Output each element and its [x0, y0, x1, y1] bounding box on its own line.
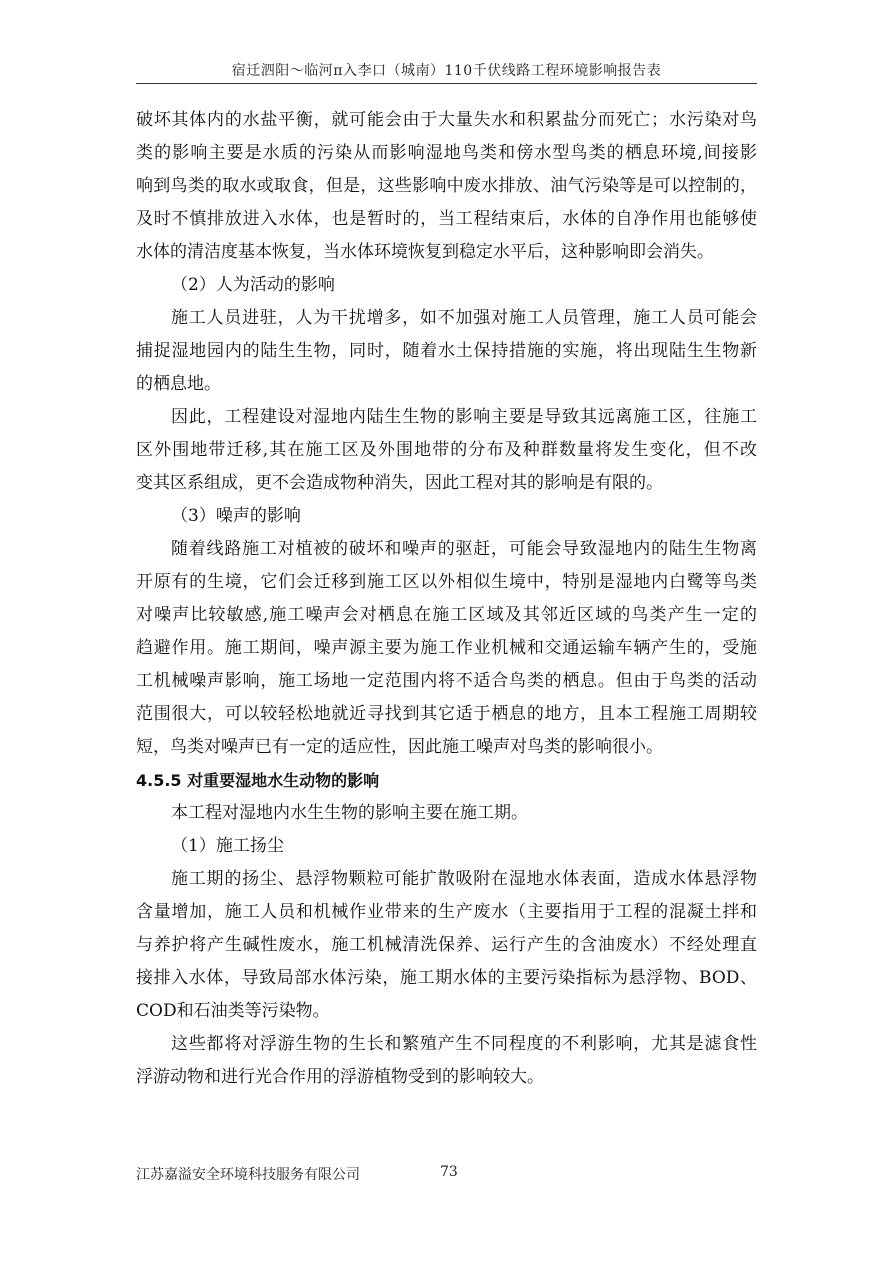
text-line: 开原有的生境，它们会迁移到施工区以外相似生境中，特别是湿地内白鹭等鸟类 — [136, 572, 757, 592]
text-line: 短，鸟类对噪声已有一定的适应性，因此施工噪声对鸟类的影响很小。 — [136, 737, 663, 757]
text-line: COD和石油类等污染物。 — [136, 1001, 330, 1021]
text-line: 因此，工程建设对湿地内陆生生物的影响主要是导致其远离施工区，往施工 — [171, 407, 757, 427]
section-heading: 4.5.5 对重要湿地水生动物的影响 — [136, 771, 380, 790]
text-line: 破坏其体内的水盐平衡，就可能会由于大量失水和积累盐分而死亡；水污染对鸟 — [136, 110, 757, 130]
text-line: 浮游动物和进行光合作用的浮游植物受到的影响较大。 — [136, 1067, 544, 1087]
text-line: 的栖息地。 — [136, 374, 221, 394]
text-line: 及时不慎排放进入水体，也是暂时的，当工程结束后，水体的自净作用也能够使 — [136, 209, 757, 229]
text-line: 类的影响主要是水质的污染从而影响湿地鸟类和傍水型鸟类的栖息环境,间接影 — [136, 143, 757, 163]
page-number: 73 — [440, 1164, 458, 1180]
body-text — [136, 104, 757, 1094]
text-line: 工机械噪声影响，施工场地一定范围内将不适合鸟类的栖息。但由于鸟类的活动 — [136, 671, 757, 691]
text-line: （3）噪声的影响 — [171, 506, 301, 526]
text-line: （1）施工扬尘 — [171, 836, 284, 856]
page-header-title: 宿迁泗阳～临河π入李口（城南）110千伏线路工程环境影响报告表 — [231, 63, 662, 79]
text-line: 含量增加，施工人员和机械作业带来的生产废水（主要指用于工程的混凝土拌和 — [136, 902, 757, 922]
footer-company: 江苏嘉溢安全环境科技服务有限公司 — [136, 1167, 360, 1183]
text-line: 对噪声比较敏感,施工噪声会对栖息在施工区域及其邻近区域的鸟类产生一定的 — [136, 605, 757, 625]
text-line: 施工期的扬尘、悬浮物颗粒可能扩散吸附在湿地水体表面，造成水体悬浮物 — [171, 869, 757, 889]
text-line: 施工人员进驻，人为干扰增多，如不加强对施工人员管理，施工人员可能会 — [171, 308, 757, 328]
text-line: 响到鸟类的取水或取食，但是，这些影响中废水排放、油气污染等是可以控制的， — [136, 176, 757, 196]
text-line: 捕捉湿地园内的陆生生物，同时，随着水土保持措施的实施，将出现陆生生物新 — [136, 341, 757, 361]
text-line: 趋避作用。施工期间，噪声源主要为施工作业机械和交通运输车辆产生的，受施 — [136, 638, 757, 658]
text-line: 接排入水体，导致局部水体污染，施工期水体的主要污染指标为悬浮物、BOD、 — [136, 968, 757, 988]
header-divider — [136, 83, 757, 84]
text-line: 这些都将对浮游生物的生长和繁殖产生不同程度的不利影响，尤其是滤食性 — [171, 1034, 757, 1054]
text-line: 与养护将产生碱性废水，施工机械清洗保养、运行产生的含油废水）不经处理直 — [136, 935, 757, 955]
text-line: （2）人为活动的影响 — [171, 275, 335, 295]
text-line: 水体的清洁度基本恢复，当水体环境恢复到稳定水平后，这种影响即会消失。 — [136, 242, 714, 262]
text-line: 本工程对湿地内水生生物的影响主要在施工期。 — [171, 803, 528, 823]
text-line: 范围很大，可以较轻松地就近寻找到其它适于栖息的地方，且本工程施工周期较 — [136, 704, 757, 724]
text-line: 随着线路施工对植被的破坏和噪声的驱赶，可能会导致湿地内的陆生生物离 — [171, 539, 757, 559]
text-line: 变其区系组成，更不会造成物种消失，因此工程对其的影响是有限的。 — [136, 473, 663, 493]
text-line: 区外围地带迁移,其在施工区及外围地带的分布及种群数量将发生变化，但不改 — [136, 440, 757, 460]
